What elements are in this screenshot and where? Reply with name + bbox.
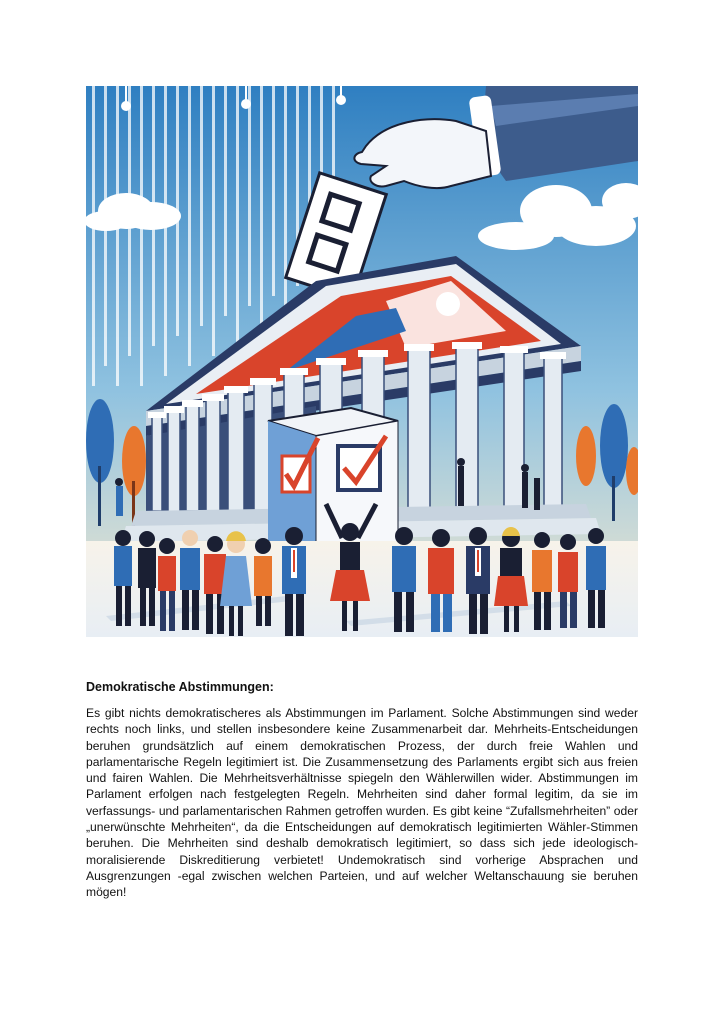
page-title: Demokratische Abstimmungen: <box>86 680 274 694</box>
body-paragraph: Es gibt nichts demokratischeres als Abstimmungen im Parlament. Solche Abstimmungen sind weder rechts noch links, und stellen insbesondere keine Zusammenarbeit dar. Mehrheits-Entscheidungen beruhen grundsätzlich auf einem demokratischen Prozess, der durch freie Wahlen und parlamentarische Regeln legitimiert ist. Die Zusammensetzung des Parlaments ergibt sich aus freien und fairen Wahlen. Die Mehrheitsverhältnisse spiegeln den Wählerwillen wider. Abstimmungen im Parlament erfolgen nach festgelegten Regeln. Mehrheiten sind daher formal legitim, da sie im verfassungs- und parlamentarischen Rahmen getroffen wurden. Es gibt keine “Zufallsmehrheiten” oder „unerwünschte Mehrheiten“, da die Entscheidungen auf demokratisch legitimierten Wähler-Stimmen beruhen. Die Mehrheiten sind deshalb demokratisch legitimiert, so dass sich jede ideologisch-moralisierende Diskreditierung verbietet! Undemokratisch sind vorherige Absprachen und Ausgrenzungen -egal zwischen welchen Parteien, und auf welcher Weltanschauung sie beruhen mögen! <box>86 706 638 900</box>
voting-parliament-illustration <box>86 86 638 637</box>
